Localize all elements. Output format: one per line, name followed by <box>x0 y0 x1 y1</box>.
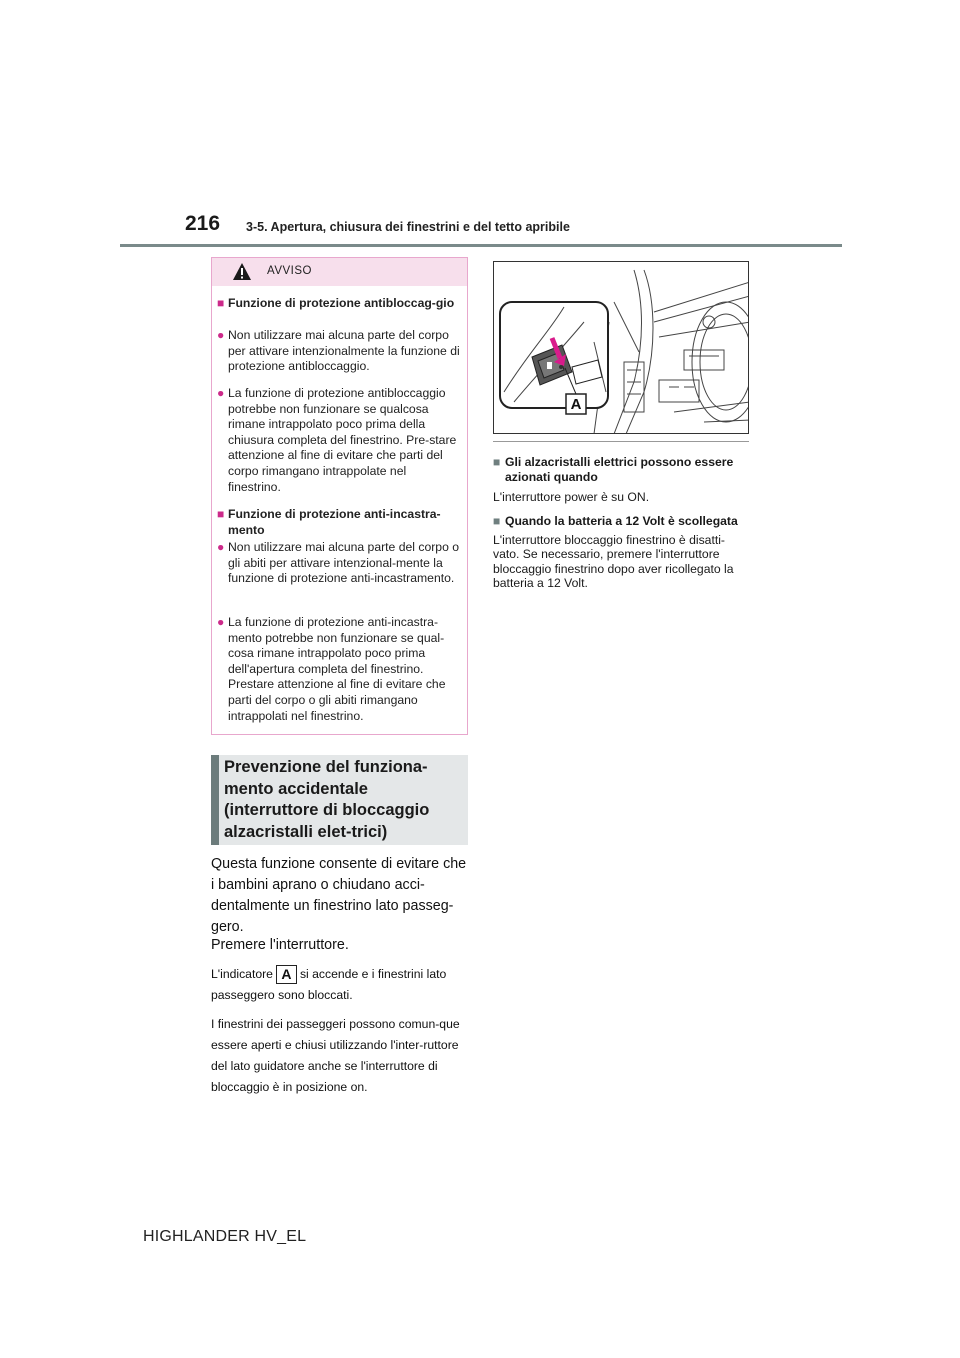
round-bullet-icon: ● <box>217 328 225 342</box>
note-text: L'interruttore power è su ON. <box>493 490 650 504</box>
square-bullet-icon: ■ <box>493 514 501 528</box>
warning-bullet: ● La funzione di protezione anti-incastra-mento potrebbe non funzionare se qual-cosa rimane intrappolato poco prima dell'apertura completa del finestrino. Prestare attenzione al fine di evitare che parti del corpo o gli abiti rimangano intrappolati nel finestrino. <box>217 615 446 723</box>
section-title: Prevenzione del funziona-mento accidentale (interruttore di bloccaggio alzacristalli elet-trici) <box>224 758 430 841</box>
dashboard-door-illustration <box>494 262 749 434</box>
figure-divider <box>493 441 749 442</box>
round-bullet-icon: ● <box>217 615 225 629</box>
warning-label: AVVISO <box>267 265 312 277</box>
footer-model: HIGHLANDER HV_EL <box>143 1228 307 1245</box>
indicator-paragraph: L'indicatore A si accende e i finestrini lato passeggero sono bloccati. <box>211 966 447 1002</box>
section-heading-bar <box>211 755 219 845</box>
instruction-paragraph: Premere l'interruttore. <box>211 937 349 953</box>
callout-a-label: A <box>276 965 297 984</box>
warning-bullet: ● La funzione di protezione antibloccaggio potrebbe non funzionare se qualcosa rimane intrappolato poco prima della chiusura completa del finestrino. Pre-stare attenzione al fine di evitare che parti del corpo rimangano intrappolate nel finestrino. <box>217 386 457 494</box>
warning-bullet: ● Non utilizzare mai alcuna parte del corpo o gli abiti per attivare intenzional-mente la funzione di protezione anti-incastramento. <box>217 540 460 586</box>
page-number: 216 <box>185 212 221 235</box>
note-paragraph: I finestrini dei passeggeri possono comun-que essere aperti e chiusi utilizzando l'inter-ruttore del lato guidatore anche se l'interruttore di bloccaggio è in posizione on. <box>211 1017 460 1094</box>
window-lock-switch-illustration <box>493 261 749 434</box>
warning-bullet: ● Non utilizzare mai alcuna parte del corpo per attivare intenzionalmente la funzione di protezione antibloccaggio. <box>217 328 460 374</box>
warning-triangle-icon <box>232 262 252 281</box>
warning-header <box>212 258 467 286</box>
round-bullet-icon: ● <box>217 540 225 554</box>
square-bullet-icon: ■ <box>217 296 225 310</box>
note-heading: ■ Quando la batteria a 12 Volt è scollegata <box>493 514 738 528</box>
intro-paragraph: Questa funzione consente di evitare che i bambini aprano o chiudano acci-dentalmente un finestrino lato passeg-gero. <box>211 856 467 935</box>
note-text: L'interruttore bloccaggio finestrino è disatti-vato. Se necessario, premere l'interruttore bloccaggio finestrino dopo aver ricollegato la batteria a 12 Volt. <box>493 533 734 591</box>
square-bullet-icon: ■ <box>217 507 225 521</box>
header-divider <box>120 244 842 247</box>
warning-box <box>211 257 468 735</box>
note-heading: ■ Gli alzacristalli elettrici possono essere azionati quando <box>493 455 734 484</box>
square-bullet-icon: ■ <box>493 455 501 469</box>
round-bullet-icon: ● <box>217 386 225 400</box>
warning-subheading: ■ Funzione di protezione anti-incastra-mento <box>217 507 441 537</box>
warning-subheading: ■ Funzione di protezione antibloccag-gio <box>217 296 455 310</box>
callout-a-marker: A <box>570 396 582 413</box>
chapter-title: 3-5. Apertura, chiusura dei finestrini e del tetto apribile <box>246 220 570 234</box>
